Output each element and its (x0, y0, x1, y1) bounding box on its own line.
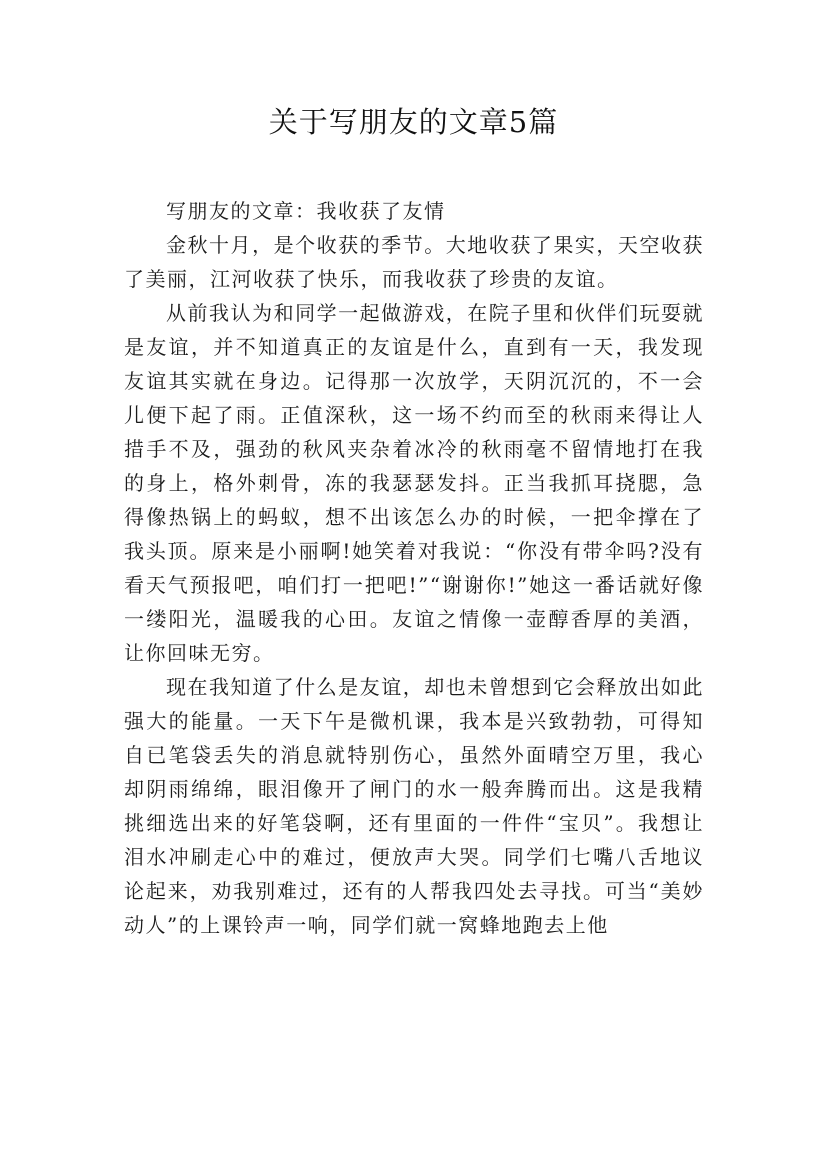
document-title: 关于写朋友的文章5篇 (268, 105, 559, 139)
article-subheading: 写朋友的文章：我收获了友情 (166, 199, 446, 223)
paragraph-3: 现在我知道了什么是友谊，却也未曾想到它会释放出如此强大的能量。一天下午是微机课，我本是兴致勃勃，可得知自已笔袋丢失的消息就特别伤心，虽然外面晴空万里，我心却阴雨绵绵，眼泪像开了闸门的水一般奔腾而出。这是我精挑细选出来的好笔袋啊，还有里面的一件件“宝贝”。我想让泪水冲刷走心中的难过，便放声大哭。同学们七嘴八舌地议论起来，劝我别难过，还有的人帮我四处去寻找。可当“美妙动人”的上课铃声一响，同学们就一窝蜂地跑去上他 (124, 675, 704, 937)
paragraph-1: 金秋十月，是个收获的季节。大地收获了果实，天空收获了美丽，江河收获了快乐，而我收获了珍贵的友谊。 (124, 233, 704, 291)
paragraph-2: 从前我认为和同学一起做游戏，在院子里和伙伴们玩耍就是友谊，并不知道真正的友谊是什么，直到有一天，我发现友谊其实就在身边。记得那一次放学，天阴沉沉的，不一会儿便下起了雨。正值深秋，这一场不约而至的秋雨来得让人措手不及，强劲的秋风夹杂着冰冷的秋雨毫不留情地打在我的身上，格外刺骨，冻的我瑟瑟发抖。正当我抓耳挠腮，急得像热锅上的蚂蚁，想不出该怎么办的时候，一把伞撑在了我头顶。原来是小丽啊!她笑着对我说：“你没有带伞吗?没有看天气预报吧，咱们打一把吧!”“谢谢你!”她这一番话就好像一缕阳光，温暖我的心田。友谊之情像一壶醇香厚的美酒，让你回味无穷。 (124, 301, 704, 665)
document-body (124, 194, 704, 942)
